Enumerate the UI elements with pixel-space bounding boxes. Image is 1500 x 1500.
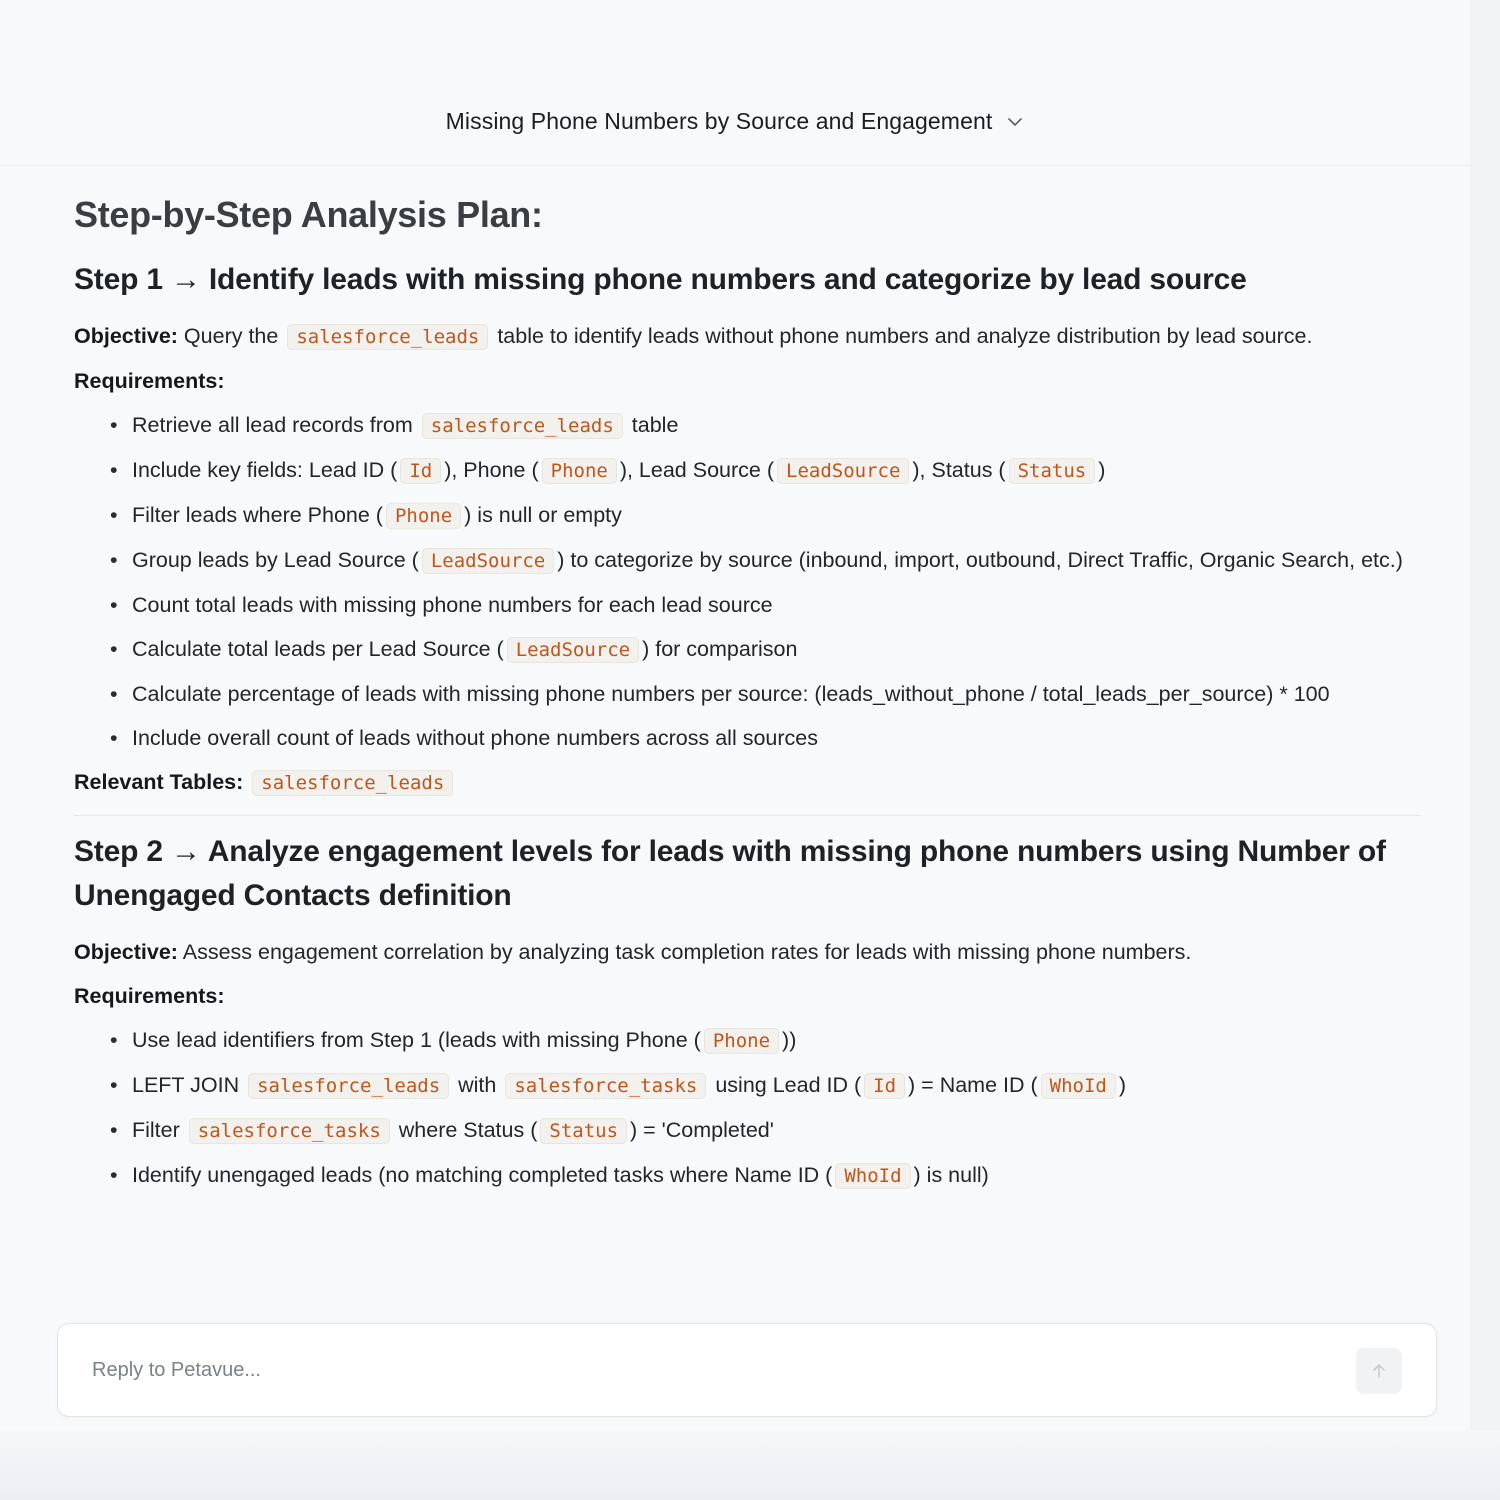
scroll-fade (74, 1256, 1420, 1326)
list-item: • Calculate total leads per Lead Source ( LeadSource ) for comparison (110, 627, 1420, 672)
code-chip: LeadSource (777, 458, 909, 484)
list-item: • Calculate percentage of leads with missing phone numbers per source: (leads_without_phone / total_leads_per_source) * 100 (110, 672, 1420, 716)
step-1-title: Step 1 → Identify leads with missing phone numbers and categorize by lead source (74, 263, 1247, 296)
message-content (74, 166, 1420, 1326)
list-item: • Include overall count of leads without phone numbers across all sources (110, 716, 1420, 760)
list-item: • Include key fields: Lead ID ( Id ), Phone ( Phone ), Lead Source ( LeadSource ), Status ( Status ) (110, 448, 1420, 493)
step-divider (74, 815, 1420, 816)
step-2-requirements (110, 1018, 1420, 1198)
objective-label: Objective: (74, 940, 178, 964)
chevron-down-icon (1006, 113, 1024, 131)
conversation-title-dropdown[interactable] (446, 108, 1025, 135)
code-chip: salesforce_tasks (505, 1073, 706, 1099)
list-item: • Group leads by Lead Source ( LeadSource ) to categorize by source (inbound, import, outbound, Direct Traffic, Organic Search, etc.) (110, 538, 1420, 583)
code-chip: LeadSource (507, 637, 639, 663)
code-chip: salesforce_leads (252, 770, 453, 796)
code-chip: salesforce_tasks (189, 1118, 390, 1144)
relevant-tables-label: Relevant Tables: (74, 770, 244, 794)
relevant-tables (74, 760, 1420, 805)
code-chip: salesforce_leads (287, 324, 488, 350)
code-chip: Status (1009, 458, 1096, 484)
reply-composer (57, 1323, 1437, 1417)
list-item: • Filter salesforce_tasks where Status ( Status ) = 'Completed' (110, 1108, 1420, 1153)
code-chip: salesforce_leads (422, 413, 623, 439)
code-chip: salesforce_leads (248, 1073, 449, 1099)
code-chip: Phone (704, 1028, 779, 1054)
reply-input[interactable] (92, 1352, 1292, 1388)
list-item: • Count total leads with missing phone numbers for each lead source (110, 583, 1420, 627)
requirements-label: Requirements: (74, 984, 225, 1008)
code-chip: LeadSource (422, 548, 554, 574)
objective-label: Objective: (74, 324, 178, 348)
code-chip: Phone (542, 458, 617, 484)
step-2-title: Step 2 → Analyze engagement levels for leads with missing phone numbers using Number of Unengaged Contacts definition (74, 835, 1386, 912)
code-chip: Id (864, 1073, 905, 1099)
scrollbar-gutter (1470, 0, 1500, 1500)
list-item: • LEFT JOIN salesforce_leads with salesforce_tasks using Lead ID ( Id ) = Name ID ( WhoId ) (110, 1063, 1420, 1108)
code-chip: Phone (386, 503, 461, 529)
requirements-label: Requirements: (74, 369, 225, 393)
step-2-objective: Objective: Assess engagement correlation by analyzing task completion rates for leads with missing phone numbers. (74, 940, 1192, 964)
list-item: • Use lead identifiers from Step 1 (leads with missing Phone ( Phone )) (110, 1018, 1420, 1063)
bottom-shade (0, 1430, 1500, 1500)
step-1-requirements (110, 403, 1420, 760)
conversation-header (0, 0, 1470, 166)
conversation-title: Missing Phone Numbers by Source and Engagement (445, 108, 993, 134)
code-chip: Status (540, 1118, 627, 1144)
plan-title: Step-by-Step Analysis Plan: (74, 194, 543, 235)
code-chip: WhoId (1041, 1073, 1116, 1099)
code-chip: Id (400, 458, 441, 484)
list-item: • Identify unengaged leads (no matching completed tasks where Name ID ( WhoId ) is null) (110, 1153, 1420, 1198)
code-chip: WhoId (835, 1163, 910, 1189)
step-1-objective: Objective: Query the salesforce_leads table to identify leads without phone numbers and analyze distribution by lead source. (74, 324, 1313, 348)
send-button[interactable] (1356, 1348, 1402, 1394)
list-item: • Retrieve all lead records from salesforce_leads table (110, 403, 1420, 448)
arrow-up-icon (1370, 1362, 1388, 1380)
list-item: • Filter leads where Phone ( Phone ) is null or empty (110, 493, 1420, 538)
